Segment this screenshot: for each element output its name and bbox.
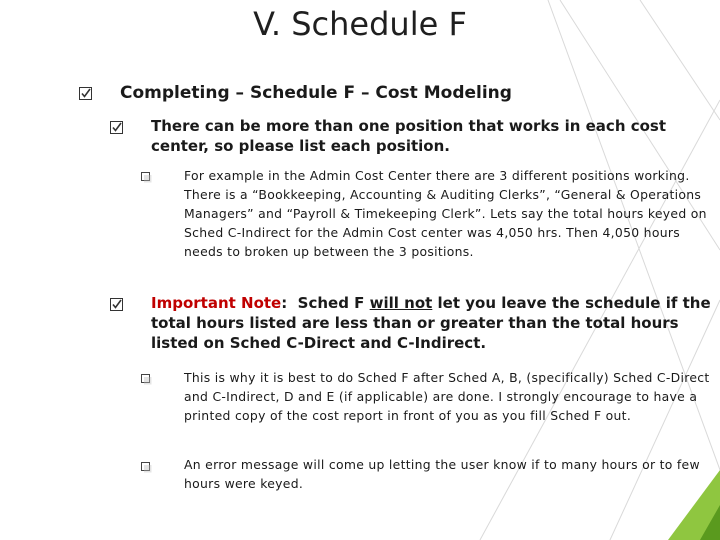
item-2-text: Important Note: Sched F will not let you leave the schedule if the total hours listed are less than or greater than the total hours listed on Sched C-Direct and C-Indirect. <box>151 294 711 352</box>
checkbox-check-icon <box>109 120 123 134</box>
checkbox-check-icon <box>109 297 123 311</box>
square-bullet-icon <box>139 372 153 386</box>
important-note-label: Important Note <box>151 294 282 312</box>
level1-heading: Completing – Schedule F – Cost Modeling <box>120 83 512 103</box>
item-1-text: There can be more than one position that works in each cost center, so please list each position. <box>151 117 667 155</box>
item-1-sub-1-text: For example in the Admin Cost Center there are 3 different positions working. There is a “Bookkeeping, Accounting & Auditing Clerks”, “General & Operations Managers” and “Payroll & Timekeeping Clerk”. Lets say the total hours keyed on Sched C-Indirect for the Admin Cost center was 4,050 hrs. Then 4,050 hours needs to broken up between the 3 positions. <box>184 168 707 259</box>
checkbox-check-icon <box>78 86 92 100</box>
will-not-emphasis: will not <box>369 294 433 312</box>
item-2-sub-1-text: This is why it is best to do Sched F after Sched A, B, (specifically) Sched C-Direct and C-Indirect, D and E (if applicable) are done. I strongly encourage to have a printed copy of the cost report in front of you as you fill Sched F out. <box>184 370 710 423</box>
square-bullet-icon <box>139 460 153 474</box>
item-2-sub-2-text: An error message will come up letting the user know if to many hours or to few hours were keyed. <box>184 457 700 491</box>
slide-title: V. Schedule F <box>253 5 467 43</box>
square-bullet-icon <box>139 170 153 184</box>
